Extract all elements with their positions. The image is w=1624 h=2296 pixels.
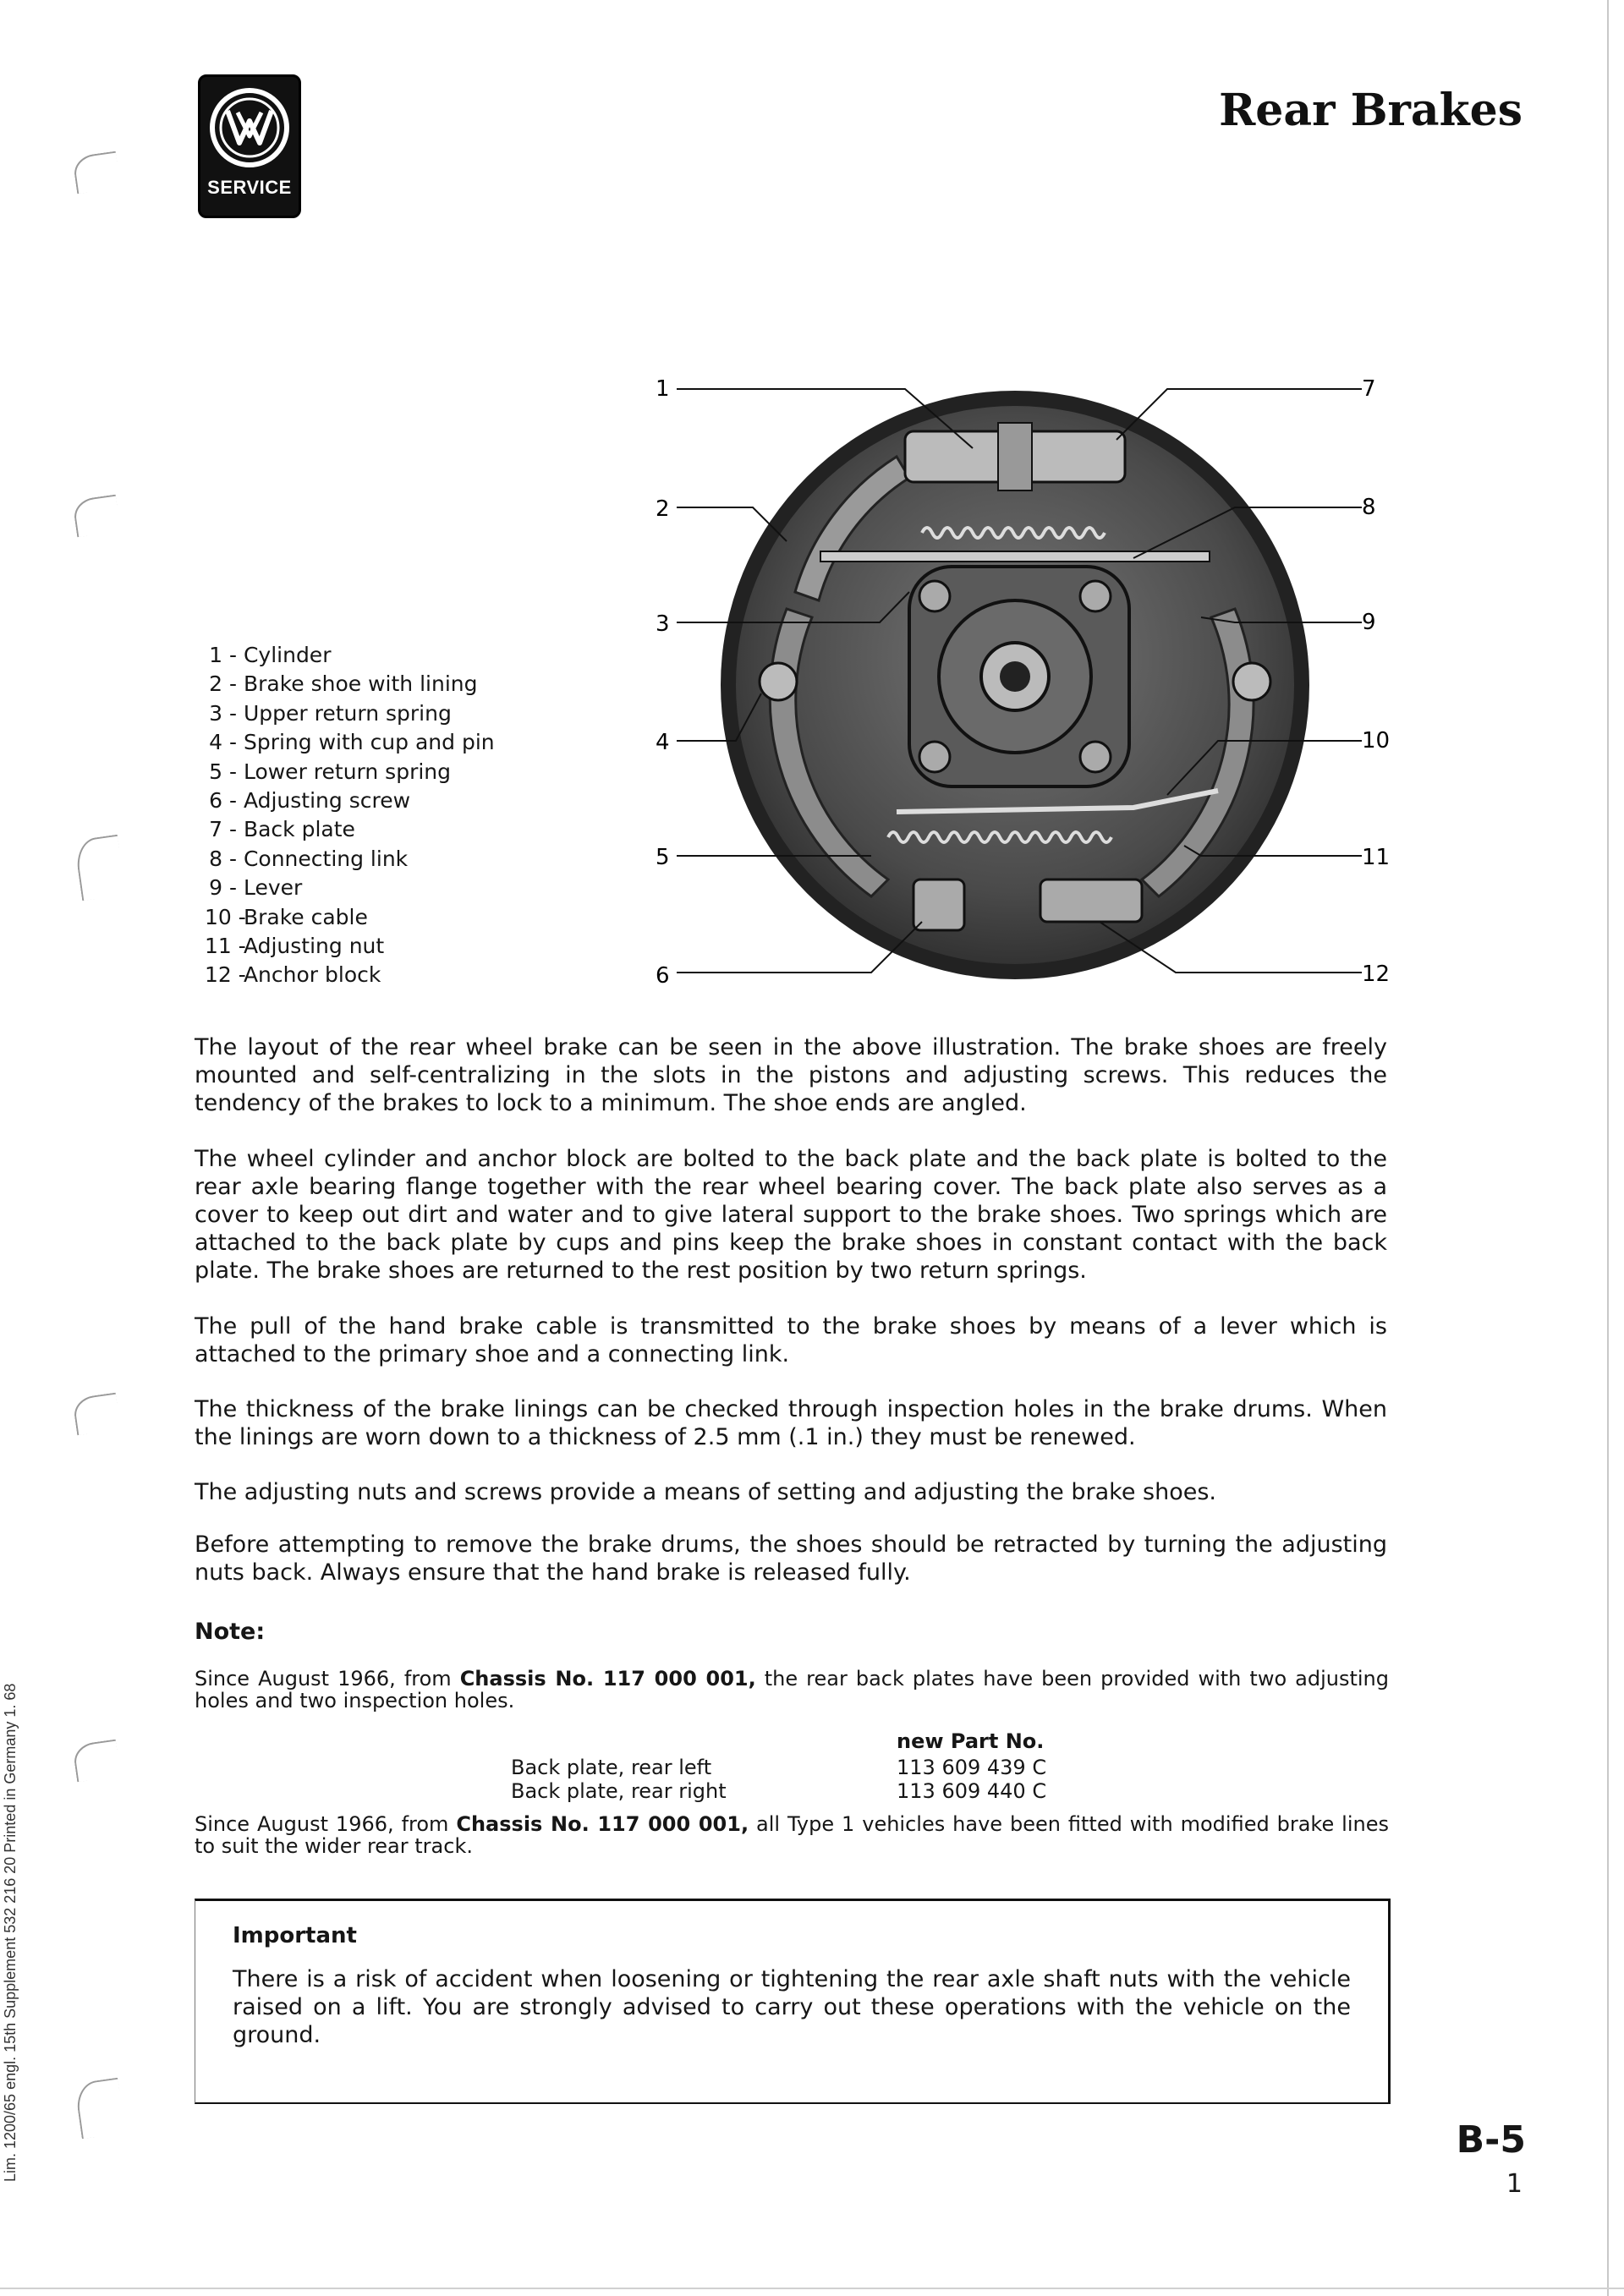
paragraph: The pull of the hand brake cable is transmitted to the brake shoes by means of a lever which is attached to the primary shoe and a connecting link. bbox=[195, 1313, 1387, 1367]
vw-service-logo bbox=[198, 74, 301, 218]
anchor-block bbox=[1040, 879, 1142, 922]
page-edge-right bbox=[1607, 0, 1609, 2296]
callout-6: 6 bbox=[656, 963, 670, 989]
callout-4: 4 bbox=[656, 730, 670, 755]
part-number: 113 609 439 C bbox=[897, 1756, 1047, 1779]
page-edge-bottom bbox=[0, 2288, 1624, 2289]
bolt bbox=[919, 581, 950, 611]
note-item-2: Since August 1966, from Chassis No. 117 000 001, all Type 1 vehicles have been fitted with modified brake lines to suit the wider rear track. bbox=[195, 1812, 1389, 1858]
callout-12: 12 bbox=[1362, 962, 1391, 987]
diagram-legend bbox=[205, 641, 526, 990]
paragraph: The thickness of the brake linings can be checked through inspection holes in the brake drums. When the linings are worn down to a thickness of 2.5 mm (.1 in.) they must be renewed. bbox=[195, 1396, 1387, 1450]
callout-5: 5 bbox=[656, 845, 670, 870]
print-info-text: Lim. 1200/65 engl. 15th Supplement 532 216 20 Printed in Germany 1. 68 bbox=[2, 1683, 19, 2182]
legend-item: 10 - Brake cable bbox=[205, 904, 368, 929]
legend-item: 3 - Upper return spring bbox=[209, 700, 452, 726]
part-label: Back plate, rear left bbox=[511, 1756, 712, 1779]
parts-heading: new Part No. bbox=[897, 1729, 1045, 1753]
callout-11: 11 bbox=[1362, 845, 1391, 870]
legend-item: 4 - Spring with cup and pin bbox=[209, 730, 495, 755]
part-label: Back plate, rear right bbox=[511, 1779, 727, 1803]
callout-9: 9 bbox=[1362, 610, 1376, 635]
legend-item: 1 - Cylinder bbox=[209, 643, 332, 667]
callout-2: 2 bbox=[656, 496, 670, 522]
callout-8: 8 bbox=[1362, 495, 1376, 520]
note-item-1: Since August 1966, from Chassis No. 117 000 001, the rear back plates have been provided with two adjusting holes and two inspection holes. bbox=[195, 1667, 1389, 1712]
bolt bbox=[1080, 742, 1111, 772]
paragraph: The wheel cylinder and anchor block are bolted to the back plate and the back plate is bolted to the rear axle bearing flange together with the rear wheel bearing cover. The back plate also serves as a cover to keep out dirt and water and to give lateral support to the brake shoes. Two springs which are attached to the back plate by cups and pins keep the brake shoes in constant contact with the back plate. The brake shoes are returned to the rest position by two return springs. bbox=[195, 1146, 1387, 1284]
callout-3: 3 bbox=[656, 611, 670, 637]
page-code: B-5 bbox=[1456, 2118, 1526, 2162]
legend-item: 11 - Adjusting nut bbox=[205, 934, 385, 959]
legend-item: 6 - Adjusting screw bbox=[209, 788, 411, 814]
part-number: 113 609 440 C bbox=[897, 1779, 1047, 1803]
page-title: Rear Brakes bbox=[1219, 85, 1522, 136]
logo-service-label: SERVICE bbox=[207, 177, 292, 198]
important-heading: Important bbox=[233, 1923, 357, 1948]
legend-item: 8 - Connecting link bbox=[209, 846, 409, 871]
note-heading: Note: bbox=[195, 1619, 266, 1645]
bolt bbox=[919, 742, 950, 772]
callout-10: 10 bbox=[1362, 728, 1391, 753]
vw-emblem-icon bbox=[209, 87, 290, 168]
spring-cup-left bbox=[760, 663, 797, 700]
legend-item: 7 - Back plate bbox=[209, 817, 355, 842]
legend-item: 2 - Brake shoe with lining bbox=[209, 671, 478, 697]
rear-brake-diagram bbox=[643, 364, 1404, 989]
legend-item: 5 - Lower return spring bbox=[209, 759, 452, 784]
connecting-link bbox=[820, 551, 1210, 562]
paragraph: The adjusting nuts and screws provide a means of setting and adjusting the brake shoes. bbox=[195, 1479, 1216, 1505]
callout-7: 7 bbox=[1362, 376, 1376, 402]
paragraph: The layout of the rear wheel brake can be seen in the above illustration. The brake shoes are freely mounted and self-centralizing in the slots in the pistons and adjusting screws. This reduces the tendency of the brakes to lock to a minimum. The shoe ends are angled. bbox=[195, 1034, 1387, 1116]
legend-item: 12 - Anchor block bbox=[205, 962, 381, 988]
legend-item: 9 - Lever bbox=[209, 875, 303, 901]
important-text: There is a risk of accident when loosening or tightening the rear axle shaft nuts with the vehicle raised on a lift. You are strongly advised to carry out these operations with the vehicle on the ground. bbox=[233, 1966, 1351, 2048]
callout-1: 1 bbox=[656, 376, 670, 402]
important-box bbox=[195, 1899, 1391, 2104]
bolt bbox=[1080, 581, 1111, 611]
spring-cup-right bbox=[1233, 663, 1270, 700]
print-info-sidebar bbox=[0, 1539, 22, 2182]
paragraph: Before attempting to remove the brake drums, the shoes should be retracted by turning the adjusting nuts back. Always ensure that the hand brake is released fully. bbox=[195, 1532, 1387, 1586]
brake-drum-illustration bbox=[643, 364, 1404, 989]
page-number: 1 bbox=[1506, 2169, 1522, 2199]
